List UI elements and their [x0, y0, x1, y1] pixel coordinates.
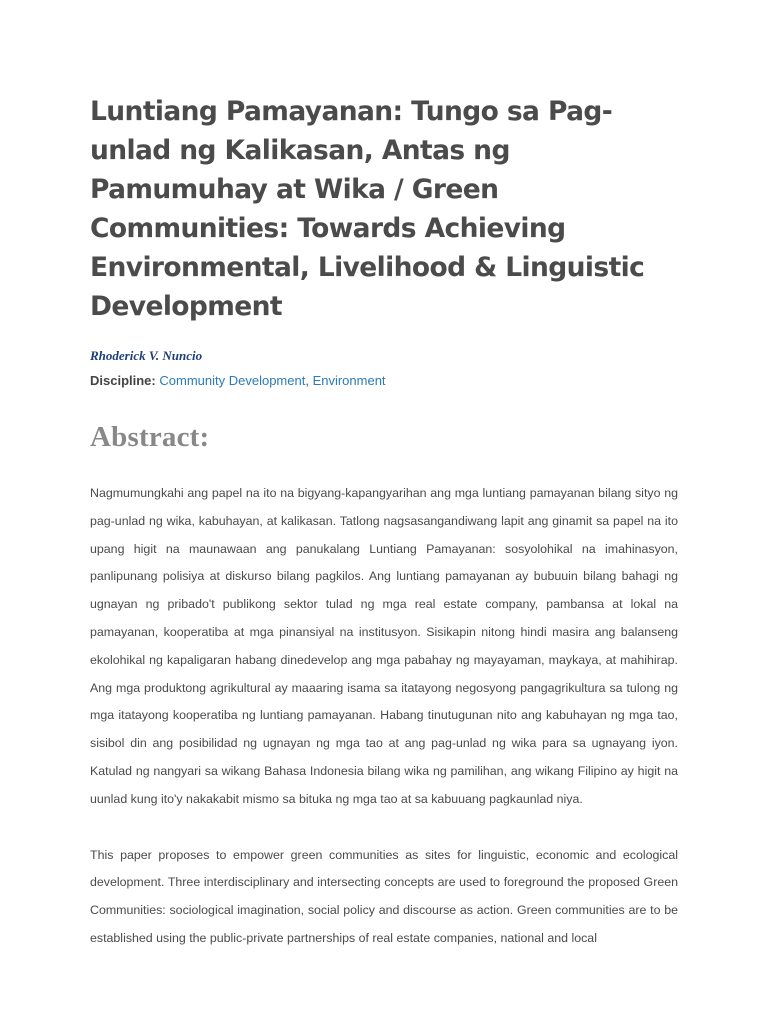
discipline-link-environment[interactable]: Environment — [312, 373, 386, 388]
discipline-link-community-development[interactable]: Community Development — [159, 373, 306, 388]
abstract-heading: Abstract: — [90, 421, 210, 453]
author-name: Rhoderick V. Nuncio — [90, 348, 203, 363]
abstract-paragraph-filipino: Nagmumungkahi ang papel na ito na bigyang-kapangyarihan ang mga luntiang pamayanan bilang sityo ng pag-unlad ng wika, kabuhayan, at kalikasan. Tatlong nagsasangandiwang lapit ang ginamit sa papel na ito upang higit na maunawaan ang panukalang Luntiang Pamayanan: sosyolohikal na imahinasyon, panlipunang polisiya at diskurso bilang pagkilos. Ang luntiang pamayanan ay bubuuin bilang bahagi ng ugnayan ng pribado't publikong sektor tulad ng mga real estate company, pambansa at lokal na pamayanan, kooperatiba at mga pinansiyal na institusyon. Sisikapin nitong hindi masira ang balanseng ekolohikal ng kapaligaran habang dinedevelop ang mga pabahay ng mayayaman, maykaya, at mahihirap. Ang mga produktong agrikultural ay maaaring isama sa itatayong negosyong pangagrikultura sa tulong ng mga itatayong kooperatiba ng luntiang pamayanan. Habang tinutugunan nito ang kabuhayan ng mga tao, sisibol din ang posibilidad ng ugnayan ng mga tao at ang pag-unlad ng wika para sa ugnayang iyon. Katulad ng nangyari sa wikang Bahasa Indonesia bilang wika ng pamilihan, ang wikang Filipino ay higit na uunlad kung ito'y nakakabit mismo sa bituka ng mga tao at sa kabuuang pagkaunlad niya. — [90, 486, 678, 806]
article — [90, 92, 678, 953]
discipline-label: Discipline: — [90, 373, 156, 388]
abstract-paragraph-english: This paper proposes to empower green communities as sites for linguistic, economic and ecological development. Three interdisciplinary and intersecting concepts are used to foreground the proposed Green Communities: sociological imagination, social policy and discourse as action. Green communities are to be established using the public-private partnerships of real estate companies, national and local — [90, 847, 678, 945]
discipline-line — [90, 373, 678, 388]
discipline-separator: , — [305, 373, 313, 388]
article-title: Luntiang Pamayanan: Tungo sa Pag-unlad ng Kalikasan, Antas ng Pamumuhay at Wika / Green Communities: Towards Achieving Environmental, Livelihood & Linguistic Development — [90, 96, 645, 322]
